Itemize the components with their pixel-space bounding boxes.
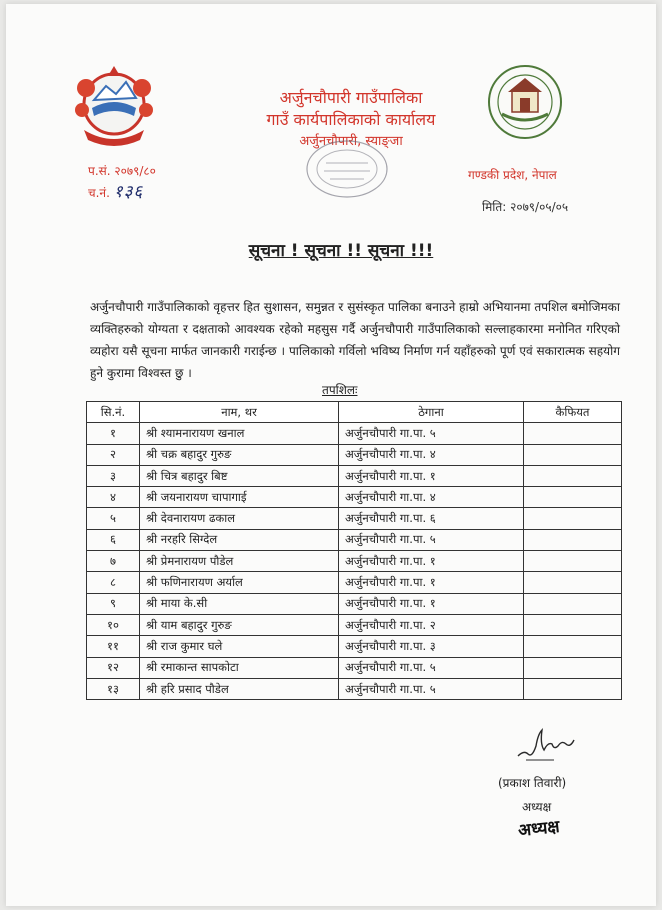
row-name: श्री माया के.सी <box>140 593 339 614</box>
row-name: श्री चक्र बहादुर गुरुङ <box>140 444 339 465</box>
signer-designation: अध्यक्ष <box>522 800 552 814</box>
office-address: अर्जुनचौपारी, स्याङ्जा <box>299 134 403 149</box>
designation-seal: अध्यक्ष <box>517 816 561 842</box>
office-name: अर्जुनचौपारी गाउँपालिका <box>279 88 423 107</box>
office-stamp-icon <box>302 137 392 203</box>
row-remarks <box>524 423 622 444</box>
row-remarks <box>524 678 622 699</box>
table-header-row <box>87 402 622 423</box>
row-remarks <box>524 551 622 572</box>
table-row <box>87 593 622 614</box>
row-remarks <box>524 657 622 678</box>
row-remarks <box>524 614 622 635</box>
row-remarks <box>524 593 622 614</box>
table-row <box>87 529 622 550</box>
row-address: अर्जुनचौपारी गा.पा. ३ <box>339 636 524 657</box>
row-remarks <box>524 487 622 508</box>
notice-heading: सूचना ! सूचना !! सूचना !!! <box>248 241 434 261</box>
row-address: अर्जुनचौपारी गा.पा. १ <box>339 593 524 614</box>
row-serial: ४ <box>87 487 140 508</box>
row-serial: ३ <box>87 465 140 486</box>
table-row <box>87 444 622 465</box>
details-label: तपशिलः <box>322 383 358 397</box>
column-header-remarks: कैफियत <box>524 402 622 423</box>
signer-name: (प्रकाश तिवारी) <box>498 776 567 790</box>
row-name: श्री जयनारायण चापागाई <box>140 487 339 508</box>
table-row <box>87 572 622 593</box>
advisors-table <box>86 401 622 700</box>
table-row <box>87 551 622 572</box>
province-name: गण्डकी प्रदेश, नेपाल <box>468 168 557 182</box>
dispatch-number-value: १३६ <box>113 182 144 202</box>
notice-paper <box>6 4 656 906</box>
row-serial: २ <box>87 444 140 465</box>
nepal-emblem-icon <box>64 60 164 150</box>
row-serial: ९ <box>87 593 140 614</box>
row-name: श्री चित्र बहादुर बिष्ट <box>140 465 339 486</box>
column-header-name: नाम, थर <box>140 402 339 423</box>
table-row <box>87 423 622 444</box>
row-name: श्री रमाकान्त सापकोटा <box>140 657 339 678</box>
row-remarks <box>524 572 622 593</box>
row-name: श्री प्रेमनारायण पौडेल <box>140 551 339 572</box>
row-address: अर्जुनचौपारी गा.पा. १ <box>339 572 524 593</box>
row-name: श्री श्यामनारायण खनाल <box>140 423 339 444</box>
row-serial: ५ <box>87 508 140 529</box>
row-remarks <box>524 508 622 529</box>
signature-icon <box>514 720 578 764</box>
row-serial: ८ <box>87 572 140 593</box>
row-remarks <box>524 465 622 486</box>
table-row <box>87 678 622 699</box>
table-row <box>87 465 622 486</box>
row-name: श्री देवनारायण ढकाल <box>140 508 339 529</box>
table-row <box>87 657 622 678</box>
column-header-address: ठेगाना <box>339 402 524 423</box>
row-serial: ११ <box>87 636 140 657</box>
row-serial: १० <box>87 614 140 635</box>
row-address: अर्जुनचौपारी गा.पा. १ <box>339 465 524 486</box>
row-address: अर्जुनचौपारी गा.पा. ५ <box>339 657 524 678</box>
row-address: अर्जुनचौपारी गा.पा. २ <box>339 614 524 635</box>
row-serial: ६ <box>87 529 140 550</box>
row-address: अर्जुनचौपारी गा.पा. ५ <box>339 529 524 550</box>
row-address: अर्जुनचौपारी गा.पा. ४ <box>339 444 524 465</box>
row-name: श्री राज कुमार घले <box>140 636 339 657</box>
row-serial: १ <box>87 423 140 444</box>
row-name: श्री याम बहादुर गुरुङ <box>140 614 339 635</box>
row-address: अर्जुनचौपारी गा.पा. ५ <box>339 678 524 699</box>
row-address: अर्जुनचौपारी गा.पा. ६ <box>339 508 524 529</box>
row-name: श्री नरहरि सिग्देल <box>140 529 339 550</box>
row-serial: १२ <box>87 657 140 678</box>
municipality-logo-icon <box>484 62 566 142</box>
issue-date: मिति: २०७९/०५/०५ <box>482 200 569 214</box>
table-row <box>87 487 622 508</box>
row-remarks <box>524 529 622 550</box>
row-serial: १३ <box>87 678 140 699</box>
dispatch-number <box>88 179 143 202</box>
table-row <box>87 508 622 529</box>
row-address: अर्जुनचौपारी गा.पा. ४ <box>339 487 524 508</box>
row-remarks <box>524 444 622 465</box>
row-address: अर्जुनचौपारी गा.पा. ५ <box>339 423 524 444</box>
dispatch-label: च.नं. <box>88 186 110 200</box>
office-type: गाउँ कार्यपालिकाको कार्यालय <box>266 110 436 129</box>
row-name: श्री फणिनारायण अर्याल <box>140 572 339 593</box>
table-row <box>87 636 622 657</box>
column-header-sn: सि.नं. <box>87 402 140 423</box>
row-remarks <box>524 636 622 657</box>
table-row <box>87 614 622 635</box>
row-serial: ७ <box>87 551 140 572</box>
row-address: अर्जुनचौपारी गा.पा. १ <box>339 551 524 572</box>
row-name: श्री हरि प्रसाद पौडेल <box>140 678 339 699</box>
reference-number: प.सं. २०७९/८० <box>88 164 156 178</box>
notice-paragraph: अर्जुनचौपारी गाउँपालिकाको वृहत्तर हित सुशासन, समुन्नत र सुसंस्कृत पालिका बनाउने हाम्रो अभियानमा तपशिल बमोजिमका व्यक्तिहरुको योग्यता र दक्षताको आवश्यक रहेको महसुस गर्दै अर्जुनचौपारी गाउँपालिकाको सल्लाहकारमा मनोनित गरिएको व्यहोरा यसै सूचना मार्फत जानकारी गराईन्छ । पालिकाको गर्विलो भविष्य निर्माण गर्न यहाँहरुको पूर्ण एवं सकारात्मक सहयोग हुने कुरामा विश्वस्त छु । <box>90 300 620 380</box>
